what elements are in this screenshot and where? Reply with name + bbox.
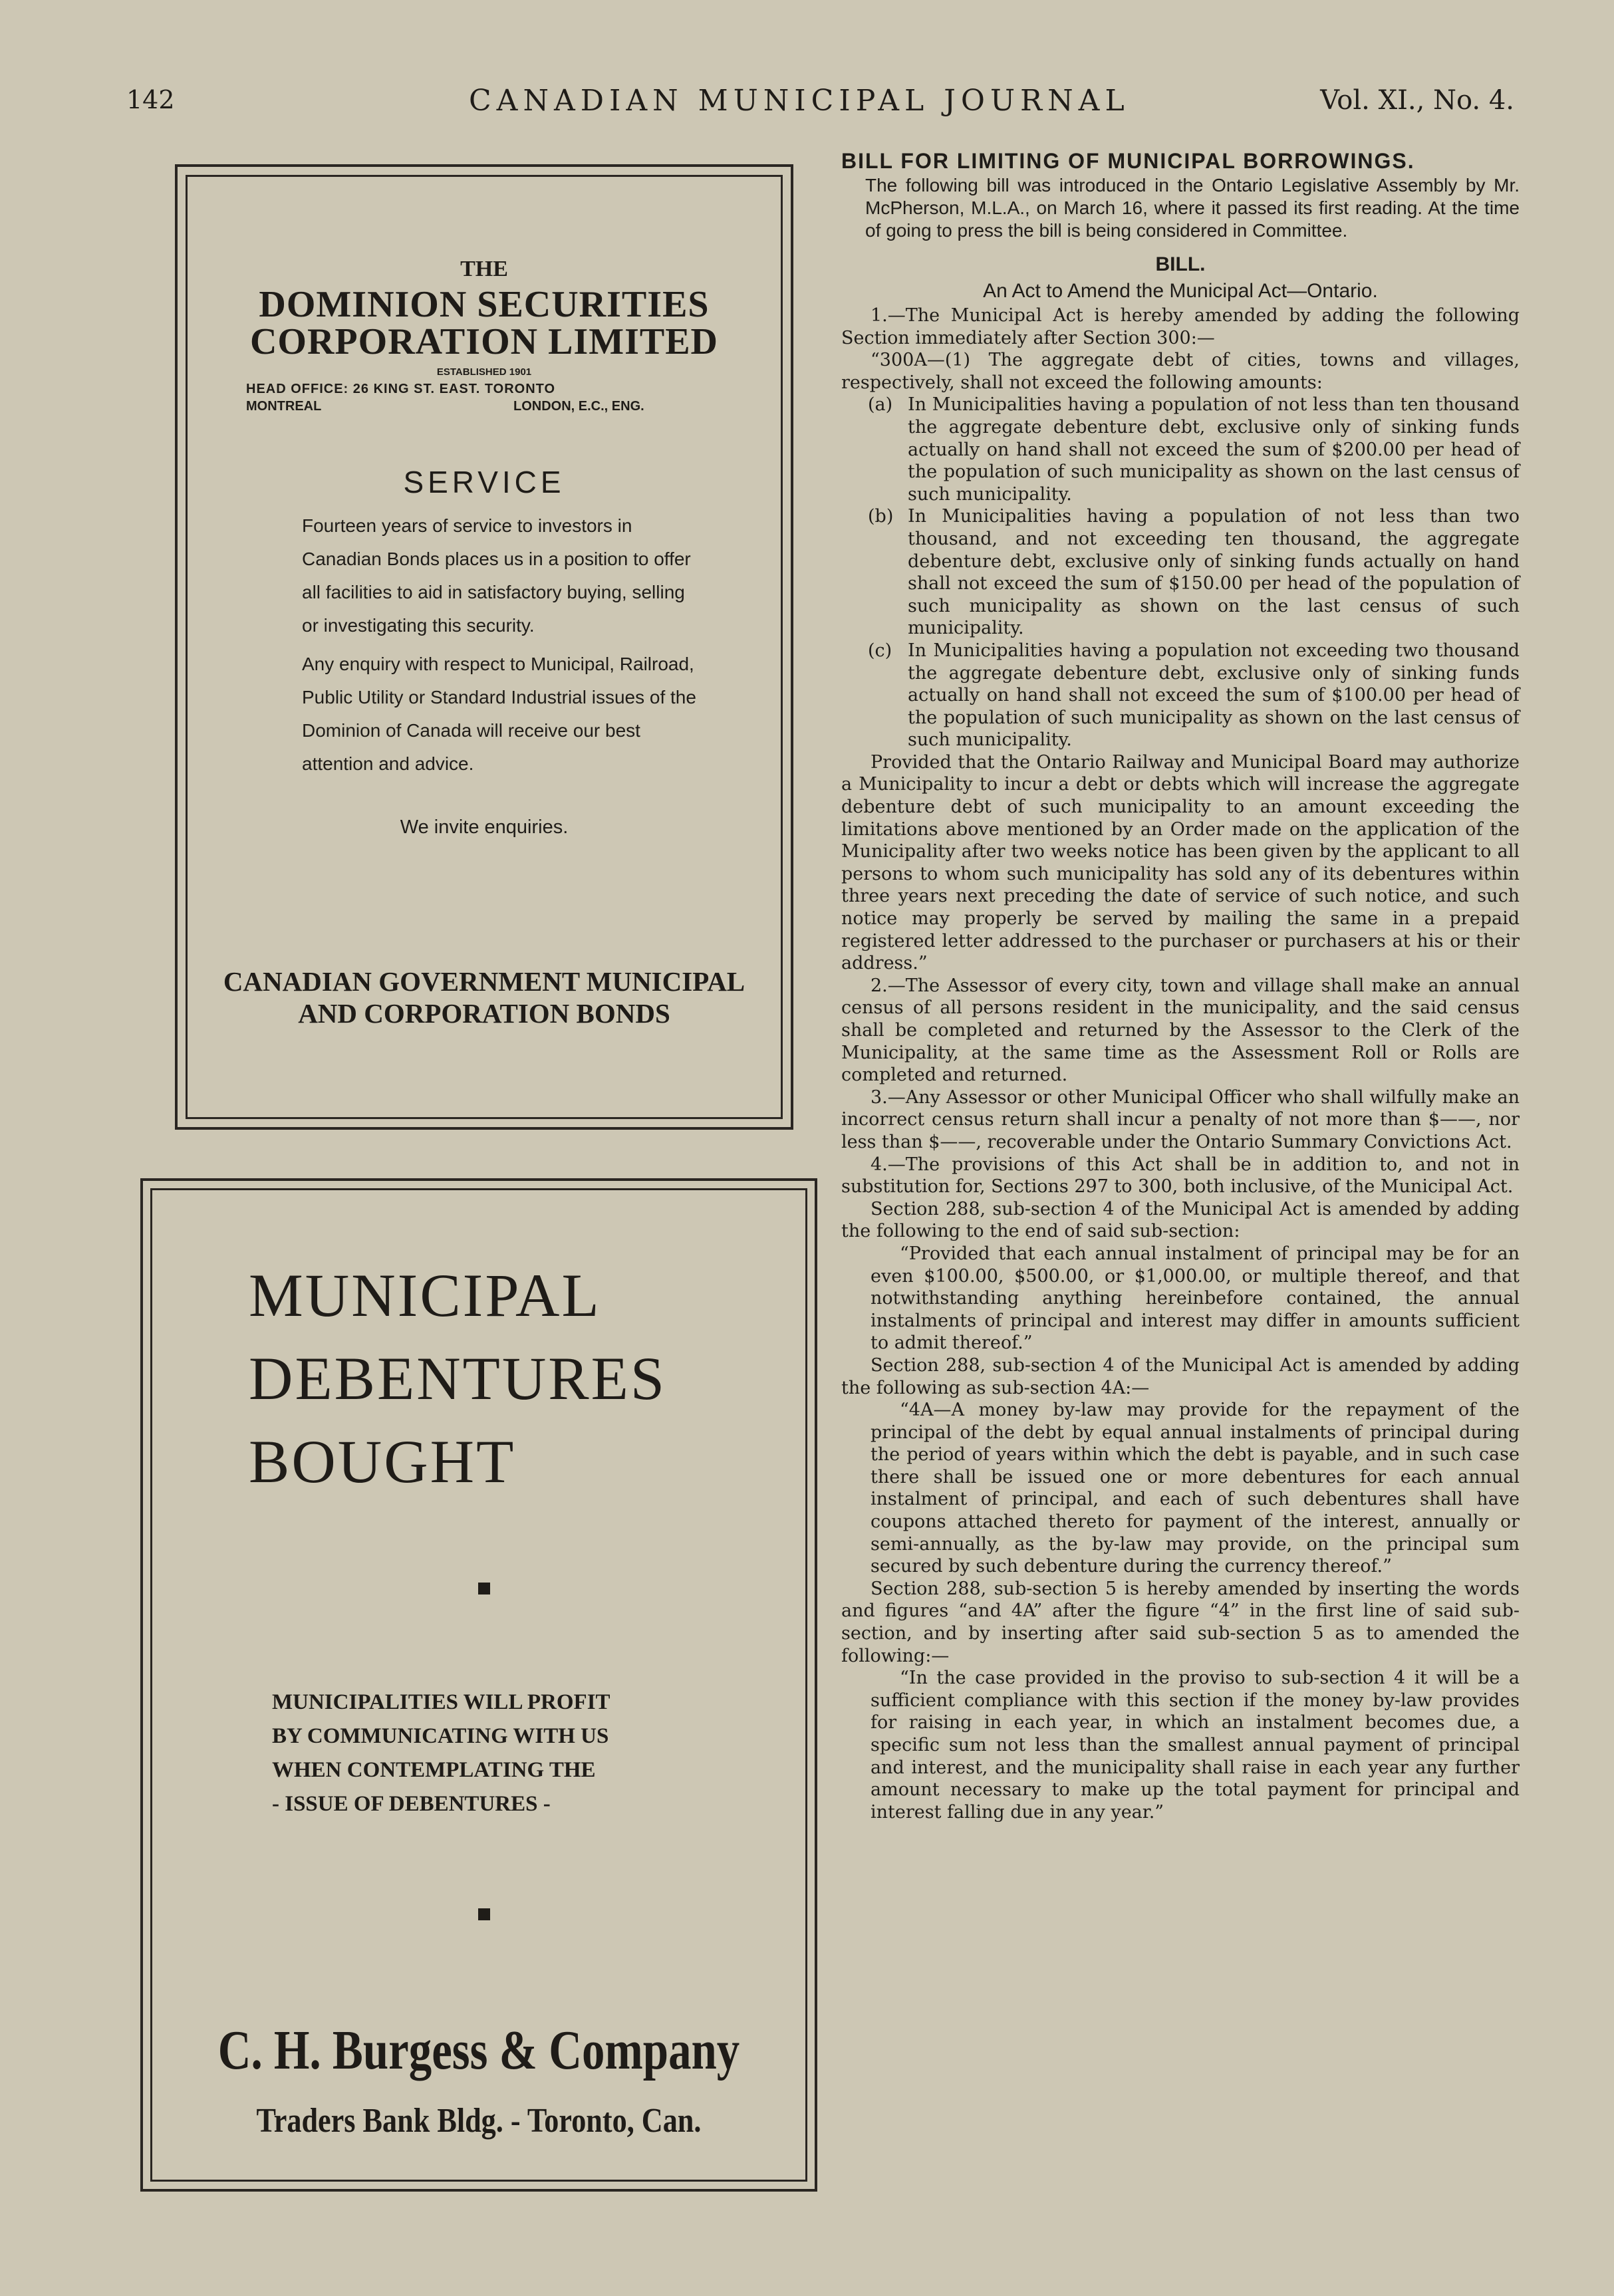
clause-label: (c) — [868, 640, 892, 661]
invite-line: We invite enquiries. — [400, 817, 569, 838]
profit-line: MUNICIPALITIES WILL PROFIT — [272, 1690, 610, 1714]
office-montreal: MONTREAL — [246, 399, 322, 414]
profit-line: - ISSUE OF DEBENTURES - — [272, 1792, 551, 1816]
firm-name: C. H. Burgess & Company — [217, 2019, 740, 2081]
clause-a — [841, 394, 1520, 505]
ad-paragraph-enquiry: Any enquiry with respect to Municipal, Railroad, Public Utility or Standard Industrial issues of the Dominion of Canada will receive our best attention and advice. — [302, 654, 696, 774]
profit-message — [272, 1686, 678, 1821]
profit-line: WHEN CONTEMPLATING THE — [272, 1758, 596, 1782]
ad-body — [302, 509, 701, 786]
paragraph: Provided that the Ontario Railway and Municipal Board may authorize a Municipality to incur a debt or debts which will increase the aggregate debenture debt of such municipality to an amount exceeding the limitations above mentioned by an Order made on the application of the Municipality after two weeks notice has been given by the applicant to all persons to whom such municipality has sold any of its debentures within three years next preceding the date of service of such notice, and such notice may properly be served by mailing the same in a prepaid registered letter addressed to the purchaser or purchasers at his or their address.” — [841, 751, 1520, 974]
dominion-securities-ad — [175, 164, 793, 1130]
paragraph: Section 288, sub-section 4 of the Municipal Act is amended by adding the following as sub-section 4A:— — [841, 1354, 1520, 1398]
square-bullet-icon — [478, 1908, 490, 1920]
ad-inner-border — [150, 1188, 807, 2182]
clause-label: (b) — [868, 506, 894, 527]
ad-headline-line3: BOUGHT — [249, 1428, 516, 1495]
paragraph: 4.—The provisions of this Act shall be in addition to, and not in substitution for, Sections 297 to 300, both inclusive, of the Municipal Act. — [841, 1154, 1520, 1198]
clause-c — [841, 640, 1520, 751]
bill-heading: BILL. — [1155, 253, 1206, 275]
ad-headline-line1: MUNICIPAL — [249, 1261, 601, 1329]
profit-line: BY COMMUNICATING WITH US — [272, 1724, 609, 1748]
ad-headline-line2: DEBENTURES — [249, 1344, 666, 1412]
article-intro: The following bill was introduced in the Ontario Legislative Assembly by Mr. McPherson, M.L.A., on March 16, where it passed its first reading. At the time of going to press the bill is being considered in Committee. — [865, 175, 1520, 241]
square-bullet-icon — [478, 1583, 490, 1594]
quoted-paragraph: “In the case provided in the proviso to sub-section 4 it will be a sufficient compliance with this section if the money by-law provides for raising in each year, in which an instalment becomes due, a specific sum not less than the smallest annual payment of principal and interest, and the municipality shall raise in each year any further amount necessary to make up the total payment for principal and interest falling due in any year.” — [871, 1668, 1520, 1823]
service-heading: SERVICE — [403, 465, 565, 499]
article-column — [841, 148, 1520, 1823]
clause-text: In Municipalities having a population not exceeding two thousand the aggregate debenture debt, exclusive only of sinking funds actually on hand shall not exceed the sum of $100.00 per head of the population of such municipality as shown on the last census of such municipality. — [908, 640, 1520, 751]
page-number: 142 — [126, 85, 175, 114]
established-line: ESTABLISHED 1901 — [436, 366, 532, 378]
paragraph: 1.—The Municipal Act is hereby amended by adding the following Section immediately after Section 300:— — [841, 305, 1520, 348]
clause-label: (a) — [868, 394, 893, 416]
paragraph: 2.—The Assessor of every city, town and village shall make an annual census of all persons resident in the municipality, and the said census shall be completed and returned by the Assessor to the Clerk of the Municipality, at the same time as the Assessment Roll or Rolls are completed and returned. — [841, 975, 1520, 1086]
ad-paragraph-service: Fourteen years of service to investors in Canadian Bonds places us in a position to offer all facilities to aid in satisfactory buying, selling or investigating this security. — [302, 515, 691, 636]
head-office: HEAD OFFICE: 26 KING ST. EAST. TORONTO — [246, 382, 556, 396]
burgess-ad — [140, 1178, 817, 2192]
act-title: An Act to Amend the Municipal Act—Ontario. — [983, 280, 1378, 302]
company-name-line1: DOMINION SECURITIES — [259, 284, 710, 325]
quoted-paragraph: “4A—A money by-law may provide for the repayment of the principal of the debt by equal annual instalments of principal during the period of years within which the debt is payable, and in such case there shall be issued one or more debentures for each annual instalment of principal, and each of such debentures shall have coupons attached thereto for payment of the interest, annually or semi-annually, as the by-law may provide, on the principal sum secured by such debenture during the currency thereof.” — [871, 1400, 1520, 1577]
ad-the: THE — [460, 257, 508, 281]
company-name-line2: CORPORATION LIMITED — [249, 321, 718, 362]
ad-inner-border — [186, 175, 783, 1119]
quoted-paragraph: “Provided that each annual instalment of principal may be for an even $100.00, $500.00, or $1,000.00, or multiple thereof, and that notwithstanding anything hereinbefore contained, the annual instalments of principal and interest may differ in amounts sufficient to admit thereof.” — [871, 1243, 1520, 1354]
clause-text: In Municipalities having a population of not less than ten thousand the aggregate debenture debt, exclusive only of sinking funds actually on hand shall not exceed the sum of $200.00 per head of the population of such municipality as shown on the last census of such municipality. — [908, 394, 1520, 505]
paragraph: 3.—Any Assessor or other Municipal Officer who shall wilfully make an incorrect census return shall incur a penalty of not more than $——, nor less than $——, recoverable under the Ontario Summary Convictions Act. — [841, 1086, 1520, 1152]
clause-text: In Municipalities having a population of not less than two thousand, and not exceeding ten thousand, the aggregate debenture debt, exclusive only of sinking funds actually on hand shall not exceed the sum of $150.00 per head of the population of such municipality as shown on the last census of such municipality. — [908, 506, 1520, 639]
paragraph: Section 288, sub-section 4 of the Municipal Act is amended by adding the following to the end of said sub-section: — [841, 1198, 1520, 1242]
article-title: BILL FOR LIMITING OF MUNICIPAL BORROWINGS. — [841, 149, 1415, 173]
volume-label: Vol. XI., No. 4. — [1320, 85, 1514, 116]
page-header — [126, 85, 1514, 125]
office-london: LONDON, E.C., ENG. — [513, 399, 644, 414]
bonds-line1: CANADIAN GOVERNMENT MUNICIPAL — [223, 966, 745, 997]
firm-address: Traders Bank Bldg. - Toronto, Can. — [256, 2102, 702, 2140]
bonds-line2: AND CORPORATION BONDS — [298, 998, 670, 1029]
paragraph: “300A—(1) The aggregate debt of cities, towns and villages, respectively, shall not exceed the following amounts: — [841, 350, 1520, 393]
clause-b — [841, 505, 1520, 640]
journal-title: CANADIAN MUNICIPAL JOURNAL — [469, 84, 1130, 118]
paragraph: Section 288, sub-section 5 is hereby amended by inserting the words and figures “and 4A” after the figure “4” in the first line of said sub-section, and by inserting after said sub-section 5 as to amended the following:— — [841, 1578, 1520, 1666]
